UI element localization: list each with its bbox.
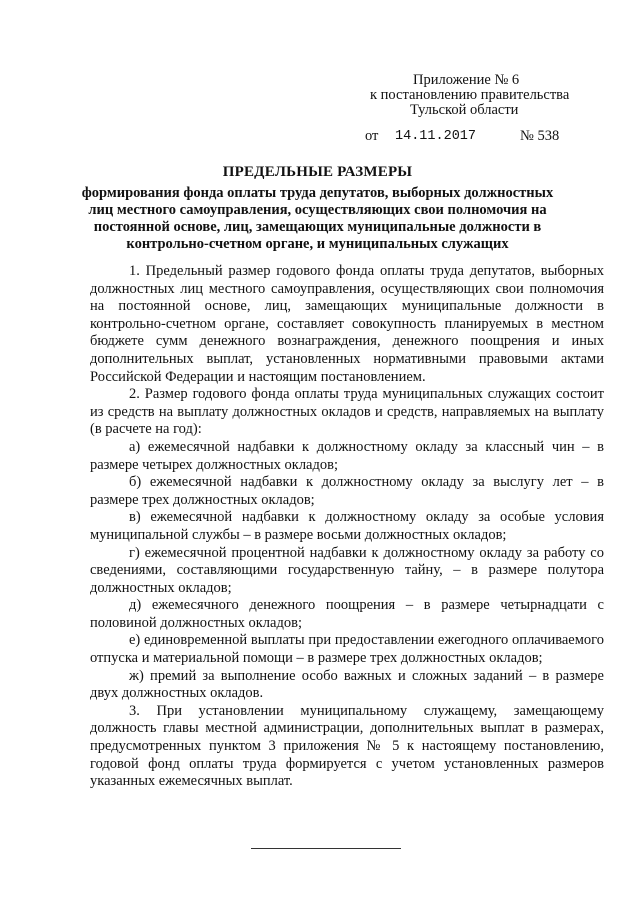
- list-item-v: в) ежемесячной надбавки к должностному окладу за особые условия муниципальной службы – в размере восьми должностных окладов;: [90, 509, 604, 543]
- region-label: Тульской области: [410, 102, 519, 118]
- list-item-b: б) ежемесячной надбавки к должностному окладу за выслугу лет – в размере трех должностных окладов;: [90, 474, 604, 508]
- resolution-label: к постановлению правительства: [370, 87, 570, 103]
- subtitle-line: формирования фонда оплаты труда депутатов, выборных должностных: [81, 185, 554, 201]
- list-item-zh: ж) премий за выполнение особо важных и сложных заданий – в размере двух должностных окладов.: [90, 667, 604, 702]
- closing-divider: [251, 848, 401, 849]
- list-item-a: а) ежемесячной надбавки к должностному окладу за классный чин – в размере четырех должностных окладов;: [90, 438, 604, 473]
- document-title: ПРЕДЕЛЬНЫЕ РАЗМЕРЫ: [222, 164, 413, 180]
- paragraph-1: 1. Предельный размер годового фонда оплаты труда депутатов, выборных должностных лиц местного самоуправления, осуществляющих свои полномочия на постоянной основе, лиц, замещающих муниципальные должности в контрольно-счетном органе, составляет совокупность планируемых в местном бюджете сумм денежного вознаграждения, денежного поощрения и иных дополнительных выплат, установленных нормативными правовыми актами Российской Федерации и настоящим постановлением.: [90, 263, 604, 385]
- subtitle-line: лиц местного самоуправления, осуществляющих свои полномочия на: [88, 202, 547, 218]
- list-item-d: д) ежемесячного денежного поощрения – в размере четырнадцати с половиной должностных окладов;: [90, 597, 604, 631]
- paragraph-3: 3. При установлении муниципальному служащему, замещающему должность главы местной администрации, дополнительных выплат в размерах, предусмотренных пунктом 3 приложения № 5 к настоящему постановлению, годовой фонд оплаты труда формируется с учетом установленных размеров указанных ежемесячных выплат.: [90, 702, 604, 790]
- resolution-number: № 538: [520, 128, 560, 144]
- list-item-g: г) ежемесячной процентной надбавки к должностному окладу за работу со сведениями, составляющими государственную тайну, – в размере полутора должностных окладов;: [90, 544, 604, 596]
- list-item-e: е) единовременной выплаты при предоставлении ежегодного оплачиваемого отпуска и материальной помощи – в размере трех должностных окладов;: [90, 632, 604, 667]
- appendix-label: Приложение № 6: [413, 72, 520, 88]
- from-label: от: [365, 128, 379, 144]
- document-body: [90, 263, 604, 791]
- paragraph-2: 2. Размер годового фонда оплаты труда муниципальных служащих состоит из средств на выплату должностных окладов и средств, направляемых на выплату (в расчете на год):: [90, 386, 604, 438]
- subtitle-line: постоянной основе, лиц, замещающих муниципальные должности в: [93, 219, 542, 235]
- subtitle-line: контрольно-счетном органе, и муниципальных служащих: [126, 236, 509, 252]
- resolution-date: 14.11.2017: [395, 129, 477, 144]
